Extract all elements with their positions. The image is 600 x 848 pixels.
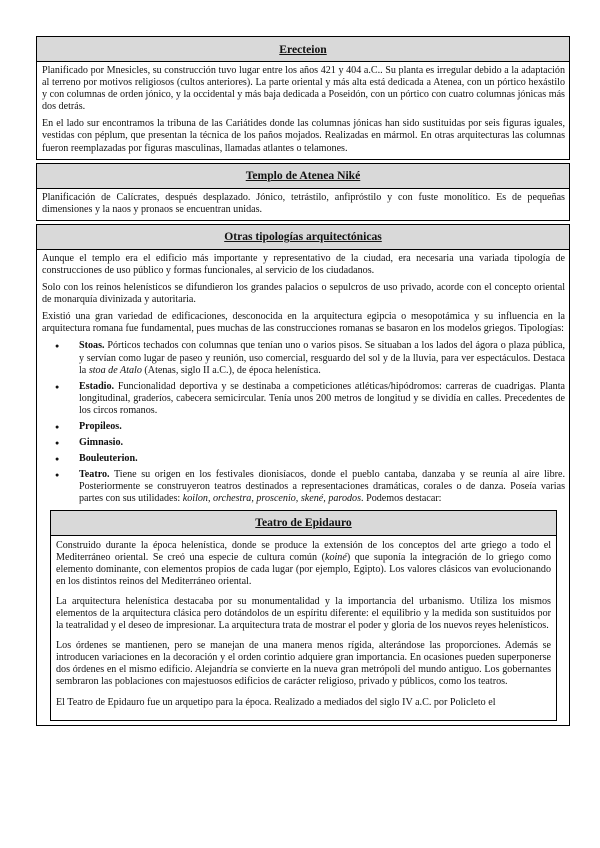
item-label: Gimnasio. bbox=[79, 437, 124, 449]
paragraph: Planificación de Calícrates, después desplazado. Jónico, tetrástilo, anfipróstilo y con fuste monolítico. Es de pequeñas dimensiones y la naos y pronaos se encuentran unidas. bbox=[42, 191, 565, 215]
section-header-nike bbox=[36, 163, 570, 189]
section-header-epidauro bbox=[50, 510, 557, 536]
paragraph: Los órdenes se mantienen, pero se manejan de una manera menos rígida, alterándose las proporciones. Además se introducen variaciones en la decoración y el orden corintio adquiere gran importancia. En ocasiones pueden superponerse dos órdenes en el mismo edificio. Alejandría se convierte en la nueva gran metrópoli del mundo antiguo. Los gobernantes sembraron las poblaciones con majestuosos edificios de carácter religioso, privado y públicos, como los teatros. bbox=[56, 640, 551, 688]
paragraph: El Teatro de Epidauro fue un arquetipo para la época. Realizado a mediados del siglo IV a.C. por Policleto el bbox=[56, 696, 496, 708]
list-item bbox=[69, 453, 565, 465]
section-header-erecteion bbox=[36, 36, 570, 62]
list-item: ● Teatro. Tiene su origen en los festivales dionisíacos, donde el pueblo cantaba, danzaba y se reunía al aire libre. Posteriormente se construyeron teatros destinados a representaciones dramáticas, corales o de danza. Poseía varias partes con sus utilidades: koilon, orchestra, proscenio, skené, parodos. Podemos destacar: bbox=[69, 469, 565, 505]
list-item bbox=[69, 437, 565, 449]
paragraph: La arquitectura helenística destacaba por su monumentalidad y la importancia del urbanismo. Utiliza los mismos elementos de la arquitectura clásica pero dotándolos de un espíritu diferente: el equilibrio y la medida son sustituidos por la teatralidad y el deseo de impresionar. La arquitectura trata de mostrar el poder y gloria de los nuevos reyes helenísticos. bbox=[56, 595, 551, 632]
paragraph: En el lado sur encontramos la tribuna de las Cariátides donde las columnas jónicas han sido sustituidas por seis figuras iguales, vestidas con péplum, que presentan la técnica de los paños mojados. Realizadas en mármol. En otras arquitecturas las columnas fueron reemplazadas por figuras masculinas, llamadas atlantes o telamones. bbox=[42, 118, 565, 154]
section-body-otras bbox=[36, 250, 570, 726]
section-body-epidauro bbox=[50, 536, 557, 721]
list-item: ● Estadio. Funcionalidad deportiva y se destinaba a competiciones atléticas/hipódromos: carreras de cuadrigas. Planta longitudinal, graderíos, cabecera semicircular. Tenía unos 200 metros de longitud y se dividía en calles. Precedentes de los circos romanos. bbox=[69, 381, 565, 417]
paragraph: Existió una gran variedad de edificaciones, desconocida en la arquitectura egipcia o mesopotámica y su influencia en la arquitectura romana fue fundamental, pues muchas de las construcciones romanas se basaron en los modelos griegos. Tipologías: bbox=[42, 311, 565, 335]
paragraph: Construido durante la época helenística, donde se produce la extensión de los conceptos del arte griego a todo el Mediterráneo oriental. Se creó una especie de cultura común (koiné) que suponía la integración de lo griego como elemento dominante, con elementos propios de cada lugar (por ejemplo, Egipto). Los valores clásicos van evolucionando en los distintos reinos del Mediterráneo oriental. bbox=[56, 539, 551, 587]
item-label: Stoas. bbox=[79, 340, 105, 352]
item-label: Estadio. bbox=[79, 380, 115, 392]
paragraph: Planificado por Mnesicles, su construcción tuvo lugar entre los años 421 y 404 a.C.. Su planta es irregular debido a la adaptación al terreno por motivos religiosos (cultos anteriores). La parte oriental y más alta está dedicada a Atenea, con un pórtico hexástilo y con columnas de orden jónico, y la occidental y más baja dedicada a Poseidón, con un pórtico con cuatro columnas jónicas más dos detrás. bbox=[42, 65, 565, 113]
list-item bbox=[69, 421, 565, 433]
section-title: Otras tipologías arquitectónicas bbox=[224, 230, 382, 244]
paragraph: Aunque el templo era el edificio más importante y representativo de la ciudad, era necesaria una variada tipología de construcciones de uso público y formas funcionales, al servicio de los ciudadanos. bbox=[42, 252, 565, 276]
list-item: ● Stoas. Pórticos techados con columnas que tenían uno o varios pisos. Se situaban a los lados del ágora o plaza pública, y servían como lugar de paseo y reunión, uso comercial, resguardo del sol y de la lluvia, para ver espectáculos. Destaca la stoa de Atalo (Atenas, siglo II a.C.), de época helenística. bbox=[69, 340, 565, 376]
section-title: Templo de Atenea Niké bbox=[245, 169, 361, 183]
section-body-nike bbox=[36, 189, 570, 221]
document-page bbox=[36, 36, 570, 729]
item-label: Bouleuterion. bbox=[79, 453, 138, 465]
section-header-otras bbox=[36, 224, 570, 250]
subsection-epidauro bbox=[50, 510, 557, 721]
typology-list bbox=[42, 340, 565, 505]
item-label: Teatro. bbox=[79, 469, 110, 481]
paragraph: Solo con los reinos helenísticos se difundieron los grandes palacios o sepulcros de uso privado, acorde con el concepto oriental de monarquía divinizada y autoritaria. bbox=[42, 282, 565, 306]
section-title: Erecteion bbox=[279, 42, 327, 56]
section-body-erecteion bbox=[36, 62, 570, 160]
section-title: Teatro de Epidauro bbox=[255, 516, 352, 530]
item-label: Propileos. bbox=[79, 420, 122, 432]
